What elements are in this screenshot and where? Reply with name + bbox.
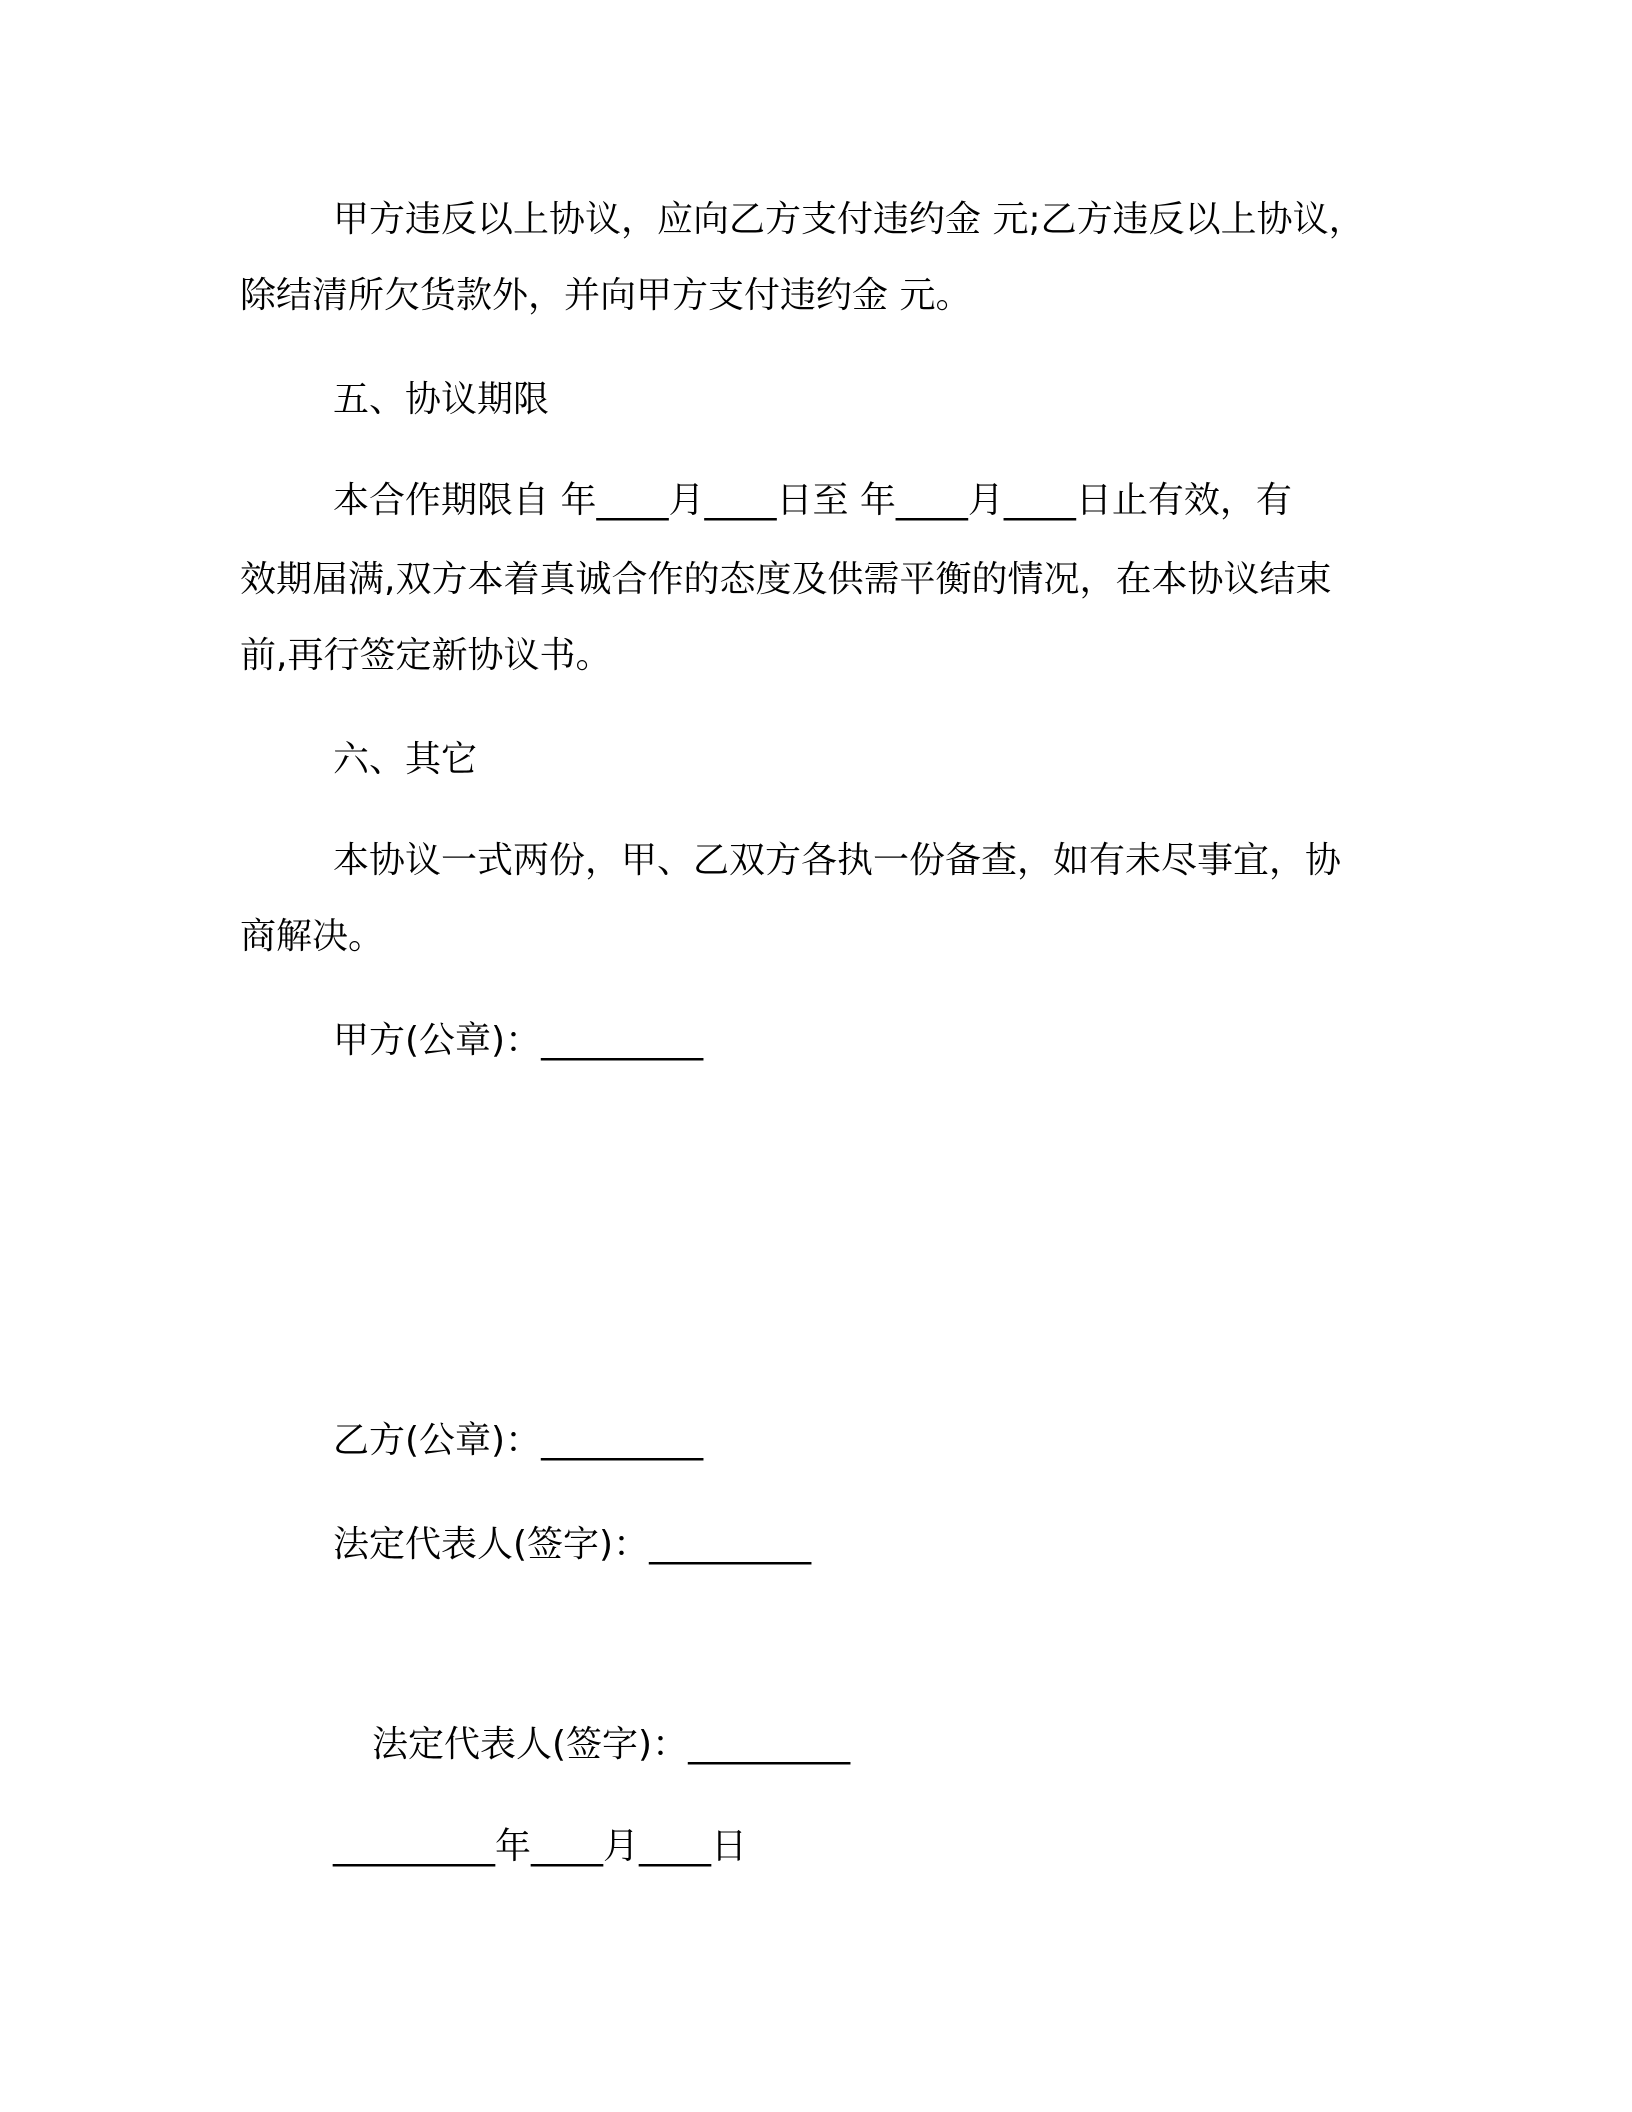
section-5-line-2: 效期届满,双方本着真诚合作的态度及供需平衡的情况，在本协议结束 xyxy=(240,559,1332,600)
section-6-line-1: 本协议一式两份，甲、乙双方各执一份备查，如有未尽事宜，协 xyxy=(333,840,1342,881)
section-6-line-2: 商解决。 xyxy=(240,916,385,957)
penalty-line-2: 除结清所欠货款外，并向甲方支付违约金 元。 xyxy=(240,275,972,316)
penalty-line-1: 甲方违反以上协议，应向乙方支付违约金 元;乙方违反以上协议， xyxy=(333,199,1365,240)
section-5-line-3: 前,再行签定新协议书。 xyxy=(240,635,612,676)
section-5-heading: 五、协议期限 xyxy=(333,379,550,420)
legal-representative-signature-2: 法定代表人(签字)：_________ xyxy=(372,1724,851,1765)
party-a-seal-line: 甲方(公章)：_________ xyxy=(333,1020,704,1061)
party-b-seal-line: 乙方(公章)：_________ xyxy=(333,1420,704,1461)
section-6-heading: 六、其它 xyxy=(333,739,478,780)
section-5-line-1: 本合作期限自 年____月____日至 年____月____日止有效，有 xyxy=(333,480,1292,521)
signing-date: _________年____月____日 xyxy=(333,1826,747,1867)
legal-representative-signature-1: 法定代表人(签字)：_________ xyxy=(333,1524,812,1565)
